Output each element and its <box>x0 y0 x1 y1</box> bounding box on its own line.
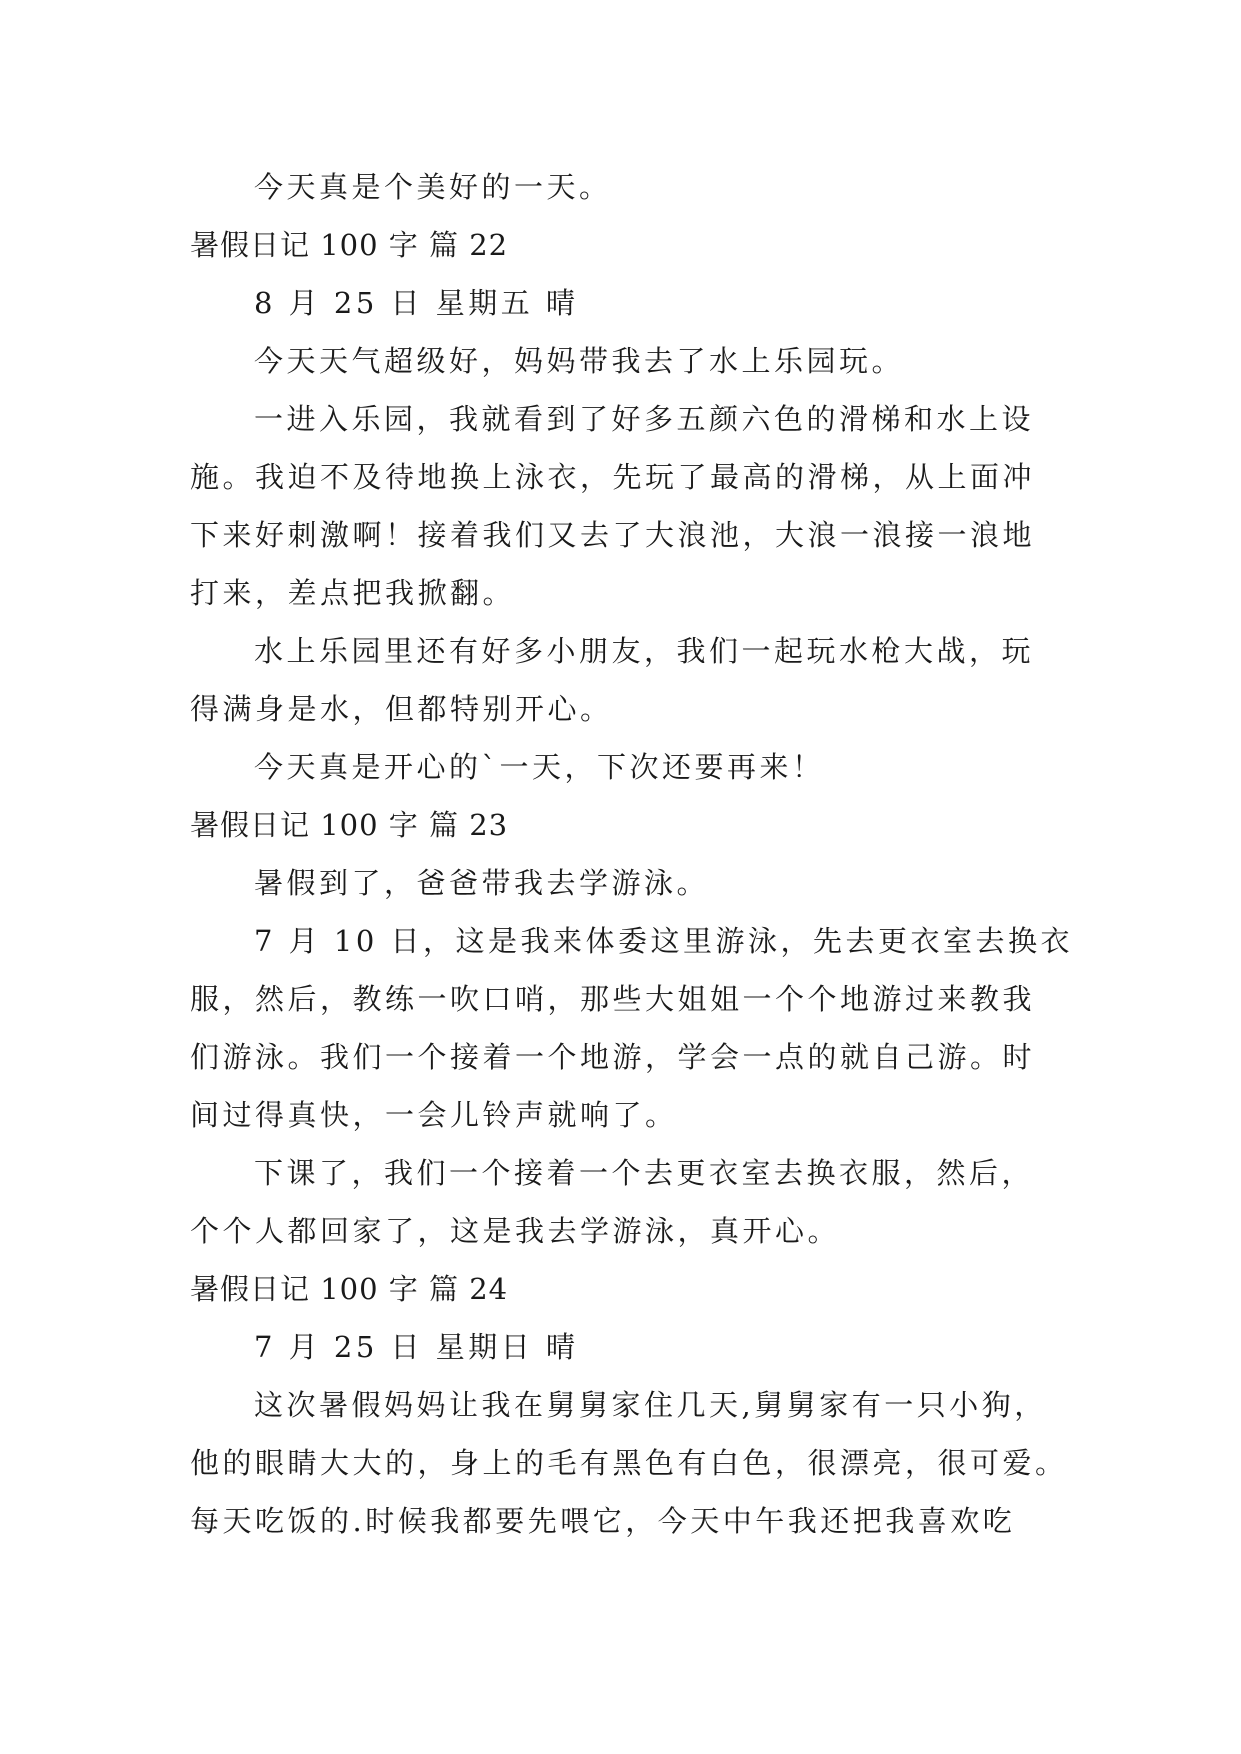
paragraph-line: 水上乐园里还有好多小朋友，我们一起玩水枪大战，玩 <box>254 634 1035 668</box>
date-line: 7 月 25 日 星期日 晴 <box>254 1330 579 1364</box>
paragraph-line: 间过得真快，一会儿铃声就响了。 <box>190 1098 678 1132</box>
paragraph-line: 7 月 10 日，这是我来体委这里游泳，先去更衣室去换衣 <box>254 924 1074 958</box>
paragraph-line: 下课了，我们一个接着一个去更衣室去换衣服，然后， <box>254 1156 1035 1190</box>
date-line: 8 月 25 日 星期五 晴 <box>254 286 579 320</box>
paragraph-line: 下来好刺激啊！接着我们又去了大浪池，大浪一浪接一浪地 <box>190 518 1036 552</box>
paragraph-line: 打来，差点把我掀翻。 <box>190 576 516 610</box>
paragraph-line: 一进入乐园，我就看到了好多五颜六色的滑梯和水上设 <box>254 402 1035 436</box>
paragraph-line: 今天真是开心的`一天，下次还要再来！ <box>254 750 825 784</box>
paragraph-line: 们游泳。我们一个接着一个地游，学会一点的就自己游。时 <box>190 1040 1036 1074</box>
section-heading: 暑假日记 100 字 篇 24 <box>190 1272 509 1306</box>
document-body <box>190 158 1074 1550</box>
paragraph-line: 今天天气超级好，妈妈带我去了水上乐园玩。 <box>254 344 905 378</box>
paragraph-line: 施。我迫不及待地换上泳衣，先玩了最高的滑梯，从上面冲 <box>190 460 1036 494</box>
section-heading: 暑假日记 100 字 篇 22 <box>190 228 509 262</box>
paragraph-line: 得满身是水，但都特别开心。 <box>190 692 613 726</box>
paragraph-line: 服，然后，教练一吹口哨，那些大姐姐一个个地游过来教我 <box>190 982 1036 1016</box>
paragraph-line: 个个人都回家了，这是我去学游泳，真开心。 <box>190 1214 841 1248</box>
section-heading: 暑假日记 100 字 篇 23 <box>190 808 509 842</box>
paragraph-line: 他的眼睛大大的，身上的毛有黑色有白色，很漂亮，很可爱。 <box>190 1446 1068 1480</box>
paragraph-line: 暑假到了，爸爸带我去学游泳。 <box>254 866 710 900</box>
paragraph-line: 每天吃饭的.时候我都要先喂它，今天中午我还把我喜欢吃 <box>190 1504 1016 1538</box>
paragraph-line: 今天真是个美好的一天。 <box>254 170 612 204</box>
paragraph-line: 这次暑假妈妈让我在舅舅家住几天,舅舅家有一只小狗， <box>254 1388 1047 1422</box>
